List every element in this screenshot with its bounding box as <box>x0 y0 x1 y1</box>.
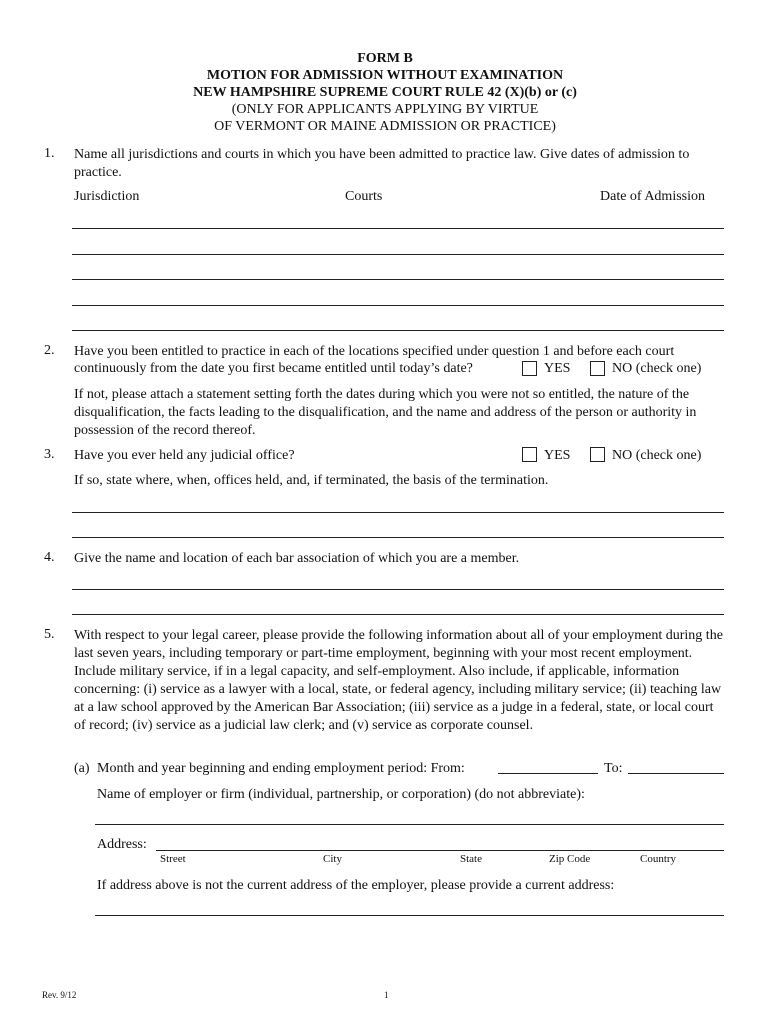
question-3-number: 3. <box>44 447 55 462</box>
jurisdiction-entry-line[interactable] <box>72 305 724 306</box>
current-address-field[interactable] <box>95 915 724 916</box>
question-1-number: 1. <box>44 146 55 161</box>
court-rule-heading: NEW HAMPSHIRE SUPREME COURT RULE 42 (X)(b) or (c) <box>193 85 577 100</box>
question-4-text: Give the name and location of each bar association of which you are a member. <box>74 551 520 566</box>
applicability-note-line1: (ONLY FOR APPLICANTS APPLYING BY VIRTUE <box>231 102 539 117</box>
form-title: FORM B <box>357 51 413 66</box>
address-state-caption: State <box>460 853 482 865</box>
page-number: 1 <box>384 990 389 1000</box>
question-2-followup: If not, please attach a statement setting forth the dates during which you were not so entitled, the nature of the disqualification, the facts leading to the disqualification, and the name and address of the person or authority in possession of the record thereof. <box>74 387 697 438</box>
question-2-text-line2: continuously from the date you first became entitled until today’s date? <box>74 361 473 376</box>
address-country-caption: Country <box>640 853 677 865</box>
jurisdiction-entry-line[interactable] <box>72 279 724 280</box>
jurisdiction-entry-line[interactable] <box>72 228 724 229</box>
address-street-caption: Street <box>160 853 186 865</box>
employment-to-label: To: <box>604 761 623 776</box>
q3-no-checkbox[interactable] <box>590 447 605 462</box>
column-header-courts: Courts <box>345 189 383 204</box>
q3-no-label: NO (check one) <box>612 448 702 463</box>
question-2-text-line1: Have you been entitled to practice in each of the locations specified under question 1 and before each court <box>74 344 675 359</box>
question-4-number: 4. <box>44 550 55 565</box>
employment-to-field[interactable] <box>628 773 724 774</box>
q2-no-label: NO (check one) <box>612 361 702 376</box>
column-header-date-of-admission: Date of Admission <box>600 189 705 204</box>
question-3-text: Have you ever held any judicial office? <box>74 448 295 463</box>
question-3-followup: If so, state where, when, offices held, and, if terminated, the basis of the termination. <box>74 473 549 488</box>
address-label: Address: <box>97 837 147 852</box>
q2-no-checkbox[interactable] <box>590 361 605 376</box>
current-address-label: If address above is not the current address of the employer, please provide a current address: <box>97 878 615 893</box>
bar-association-entry-line[interactable] <box>72 589 724 590</box>
bar-association-entry-line[interactable] <box>72 614 724 615</box>
question-1-text: Name all jurisdictions and courts in which you have been admitted to practice law. Give dates of admission to practice. <box>74 147 690 180</box>
question-2-number: 2. <box>44 343 55 358</box>
question-5-text: With respect to your legal career, please provide the following information about all of your employment during the last seven years, including temporary or part-time employment, beginning with your most recent employment. Include military service, if in a legal capacity, and self-employment. Also include, if applicable, information concerning: (i) service as a lawyer with a local, state, or federal agency, including military service; (ii) teaching law at a law school approved by the American Bar Association; (iii) service as a judge in a federal, state, or local court of record; (iv) service as a judicial law clerk; and (v) service as corporate counsel. <box>74 628 723 733</box>
revision-label: Rev. 9/12 <box>42 990 77 1000</box>
jurisdiction-entry-line[interactable] <box>72 330 724 331</box>
applicability-note-line2: OF VERMONT OR MAINE ADMISSION OR PRACTICE) <box>214 119 556 134</box>
judicial-office-entry-line[interactable] <box>72 537 724 538</box>
address-zip-caption: Zip Code <box>549 853 591 865</box>
address-city-caption: City <box>323 853 342 865</box>
employment-from-field[interactable] <box>498 773 598 774</box>
employment-period-label: Month and year beginning and ending employment period: From: <box>97 761 465 776</box>
q3-yes-checkbox[interactable] <box>522 447 537 462</box>
column-header-jurisdiction: Jurisdiction <box>74 189 140 204</box>
question-5-number: 5. <box>44 627 55 642</box>
employer-name-label: Name of employer or firm (individual, partnership, or corporation) (do not abbreviate): <box>97 787 585 802</box>
judicial-office-entry-line[interactable] <box>72 512 724 513</box>
q2-yes-label: YES <box>544 361 571 376</box>
q3-yes-label: YES <box>544 448 571 463</box>
employer-address-field[interactable] <box>156 850 724 851</box>
jurisdiction-entry-line[interactable] <box>72 254 724 255</box>
item-a-label: (a) <box>74 761 90 776</box>
form-subtitle: MOTION FOR ADMISSION WITHOUT EXAMINATION <box>206 68 564 83</box>
q2-yes-checkbox[interactable] <box>522 361 537 376</box>
employer-name-field[interactable] <box>95 824 724 825</box>
